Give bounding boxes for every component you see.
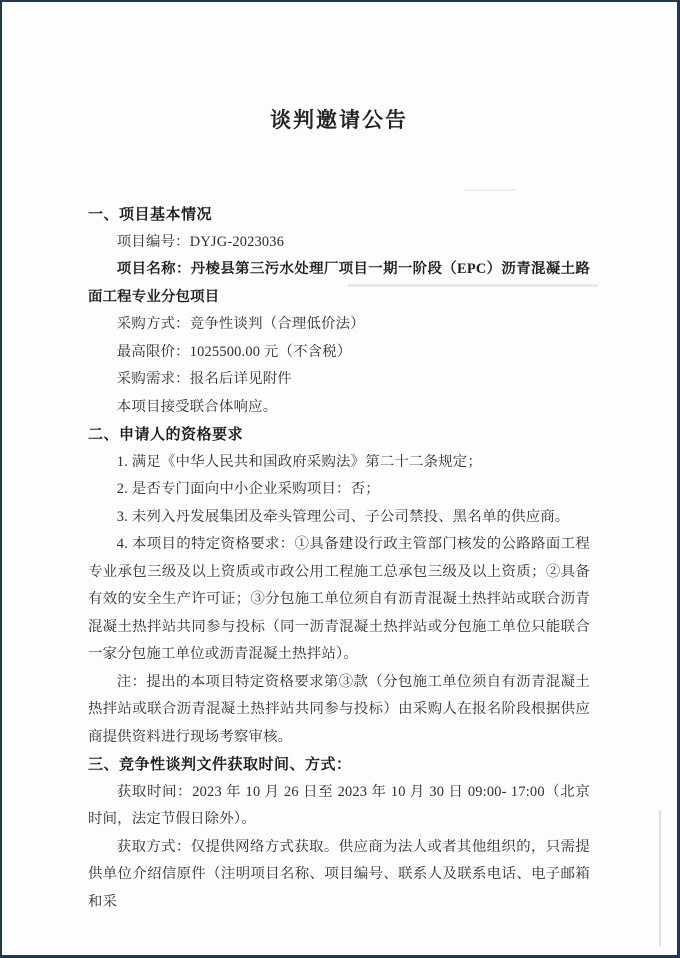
acquisition-method: 获取方式：仅提供网络方式获取。供应商为法人或者其他组织的，只需提供单位介绍信原件（注明项目名称、项目编号、联系人及联系电话、电子邮箱和采 [88,838,590,910]
section-3-heading: 三、竞争性谈判文件获取时间、方式： [88,756,352,773]
scan-artifact-streak [465,189,517,191]
qualification-requirement-4: 4. 本项目的特定资格要求：①具备建设行政主管部门核发的公路路面工程专业承包三级及以上资质或市政公用工程施工总承包三级及以上资质；②具备有效的安全生产许可证；③分包施工单位须自有沥青混凝土热拌站或联合沥青混凝土热拌站共同参与投标（同一沥青混凝土热拌站或分包施工单位只能联合一家分包施工单位或沥青混凝土热拌站）。 [88,536,590,662]
qualification-requirement-2: 2. 是否专门面向中小企业采购项目：否； [116,481,380,497]
field-project-name: 项目名称：丹棱县第三污水处理厂项目一期一阶段（EPC）沥青混凝土路面工程专业分包项目 [88,261,590,305]
field-max-price: 最高限价：1025500.00 元（不含税） [116,343,352,360]
section-2-heading: 二、申请人的资格要求 [88,426,244,443]
document-title: 谈判邀请公告 [270,108,408,132]
acquisition-time: 获取时间：2023 年 10 月 26 日至 2023 年 10 月 30 日 09:00- 17:00（北京时间，法定节假日除外）。 [88,783,590,827]
qualification-note: 注：提出的本项目特定资格要求第③款（分包施工单位须自有沥青混凝土热拌站或联合沥青混凝土热拌站共同参与投标）由采购人在报名阶段根据供应商提供资料进行现场考察审核。 [88,673,590,745]
document-body [88,201,590,916]
scan-artifact-line [659,810,661,946]
consortium-response-note: 本项目接受联合体响应。 [116,398,278,415]
qualification-requirement-1: 1. 满足《中华人民共和国政府采购法》第二十二条规定； [116,453,482,470]
field-procurement-demand: 采购需求：报名后详见附件 [116,371,292,387]
qualification-requirement-3: 3. 未列入丹发展集团及牵头管理公司、子公司禁投、黑名单的供应商。 [116,508,570,525]
section-1-heading: 一、项目基本情况 [88,206,213,223]
field-project-number: 项目编号：DYJG-2023036 [116,233,285,250]
field-procurement-method: 采购方式：竞争性谈判（合理低价法） [116,316,365,332]
